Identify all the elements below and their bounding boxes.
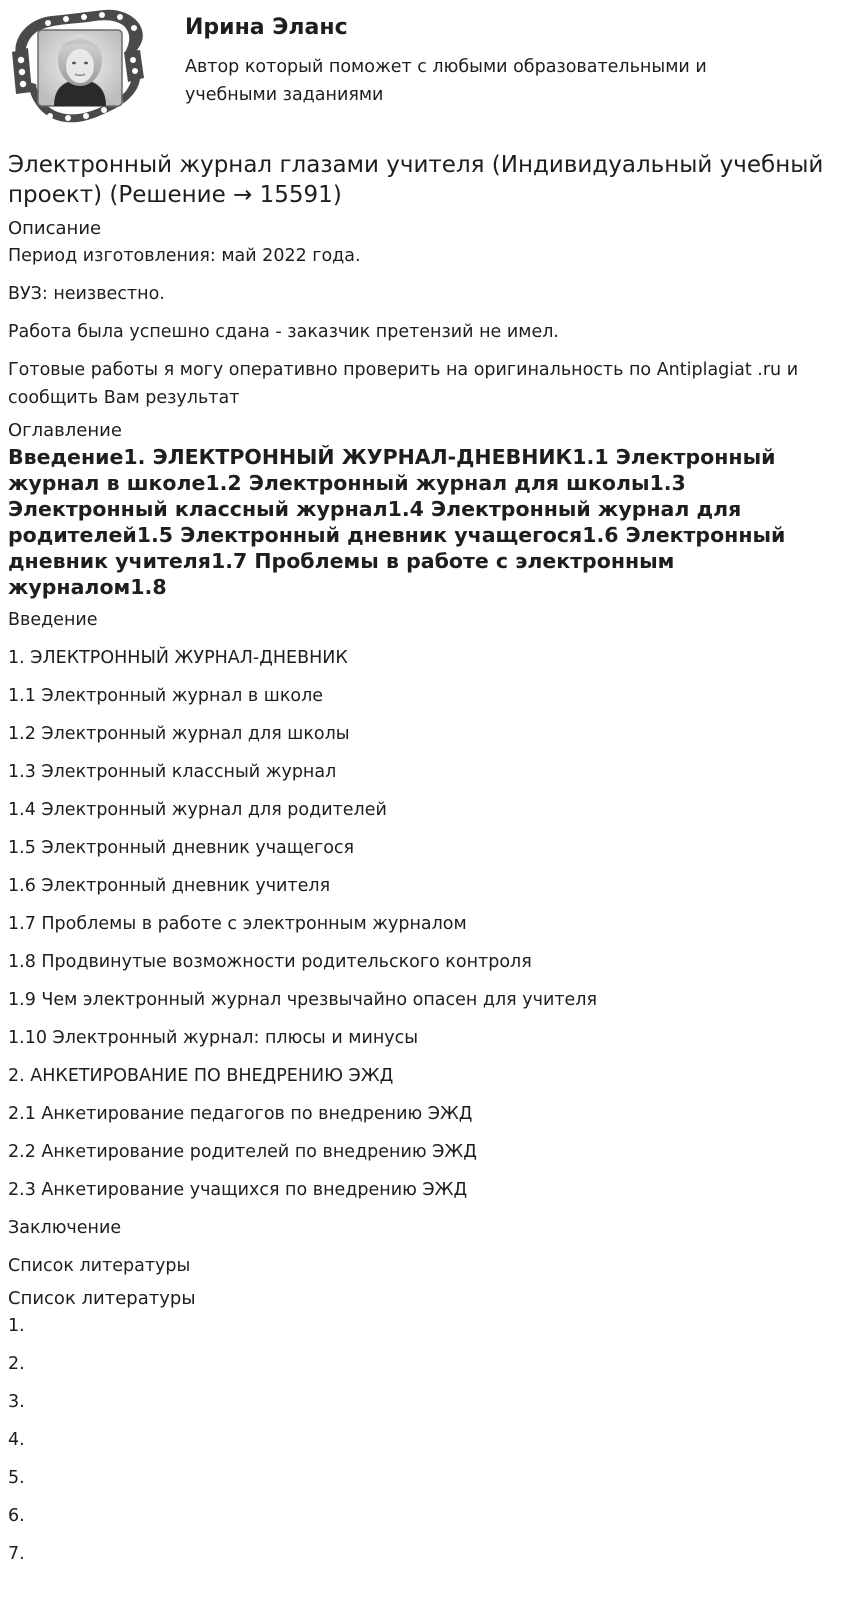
toc-item: 2.3 Анкетирование учащихся по внедрению ЭЖД <box>8 1180 468 1200</box>
description-paragraph: ВУЗ: неизвестно. <box>8 284 165 304</box>
description-paragraph: Готовые работы я могу оперативно проверить на оригинальность по Antiplagiat .ru и сообщить Вам результат <box>8 360 799 408</box>
author-avatar[interactable] <box>8 8 150 126</box>
references-section <box>8 1286 838 1568</box>
toc-item: 1.8 Продвинутые возможности родительского контроля <box>8 952 532 972</box>
reference-item: 3. <box>8 1392 25 1412</box>
toc-item: 1.5 Электронный дневник учащегося <box>8 838 355 858</box>
page-title: Электронный журнал глазами учителя (Индивидуальный учебный проект) (Решение → 15591) <box>8 152 824 208</box>
reference-item: 5. <box>8 1468 25 1488</box>
toc-item: 1. ЭЛЕКТРОННЫЙ ЖУРНАЛ-ДНЕВНИК <box>8 648 348 668</box>
reference-item: 6. <box>8 1506 25 1526</box>
reference-item: 4. <box>8 1430 25 1450</box>
main-content <box>8 146 838 1578</box>
author-name[interactable]: Ирина Эланс <box>185 15 348 40</box>
toc-item: 1.3 Электронный классный журнал <box>8 762 337 782</box>
description-heading: Описание <box>8 218 102 239</box>
reference-item: 2. <box>8 1354 25 1374</box>
toc-section <box>8 418 838 1280</box>
toc-item: 2.1 Анкетирование педагогов по внедрению ЭЖД <box>8 1104 473 1124</box>
toc-item: 1.7 Проблемы в работе с электронным журналом <box>8 914 467 934</box>
reference-item: 1. <box>8 1316 25 1336</box>
description-paragraph: Работа была успешно сдана - заказчик претензий не имел. <box>8 322 559 342</box>
author-header <box>8 8 838 128</box>
author-description: Автор который поможет с любыми образовательными и учебными заданиями <box>185 57 707 105</box>
toc-item: 2.2 Анкетирование родителей по внедрению ЭЖД <box>8 1142 477 1162</box>
description-section <box>8 216 838 412</box>
reference-item: 7. <box>8 1544 25 1564</box>
description-paragraph: Период изготовления: май 2022 года. <box>8 246 361 266</box>
toc-item: 1.2 Электронный журнал для школы <box>8 724 350 744</box>
toc-item: 1.6 Электронный дневник учителя <box>8 876 331 896</box>
toc-item: Список литературы <box>8 1256 191 1276</box>
references-heading: Список литературы <box>8 1288 196 1309</box>
toc-item: 1.1 Электронный журнал в школе <box>8 686 324 706</box>
toc-item: Заключение <box>8 1218 122 1238</box>
toc-item: 1.9 Чем электронный журнал чрезвычайно опасен для учителя <box>8 990 598 1010</box>
toc-item: 2. АНКЕТИРОВАНИЕ ПО ВНЕДРЕНИЮ ЭЖД <box>8 1066 394 1086</box>
toc-summary: Введение1. ЭЛЕКТРОННЫЙ ЖУРНАЛ-ДНЕВНИК1.1 Электронный журнал в школе1.2 Электронный журнал для школы1.3 Электронный классный журнал1.4 Электронный журнал для родителей1.5 Электронный дневник учащегося1.6 Электронный дневник учителя1.7 Проблемы в работе с электронным журналом1.8 <box>8 445 786 599</box>
toc-item: 1.4 Электронный журнал для родителей <box>8 800 387 820</box>
toc-heading: Оглавление <box>8 420 122 441</box>
toc-item: 1.10 Электронный журнал: плюсы и минусы <box>8 1028 419 1048</box>
toc-item: Введение <box>8 610 98 630</box>
